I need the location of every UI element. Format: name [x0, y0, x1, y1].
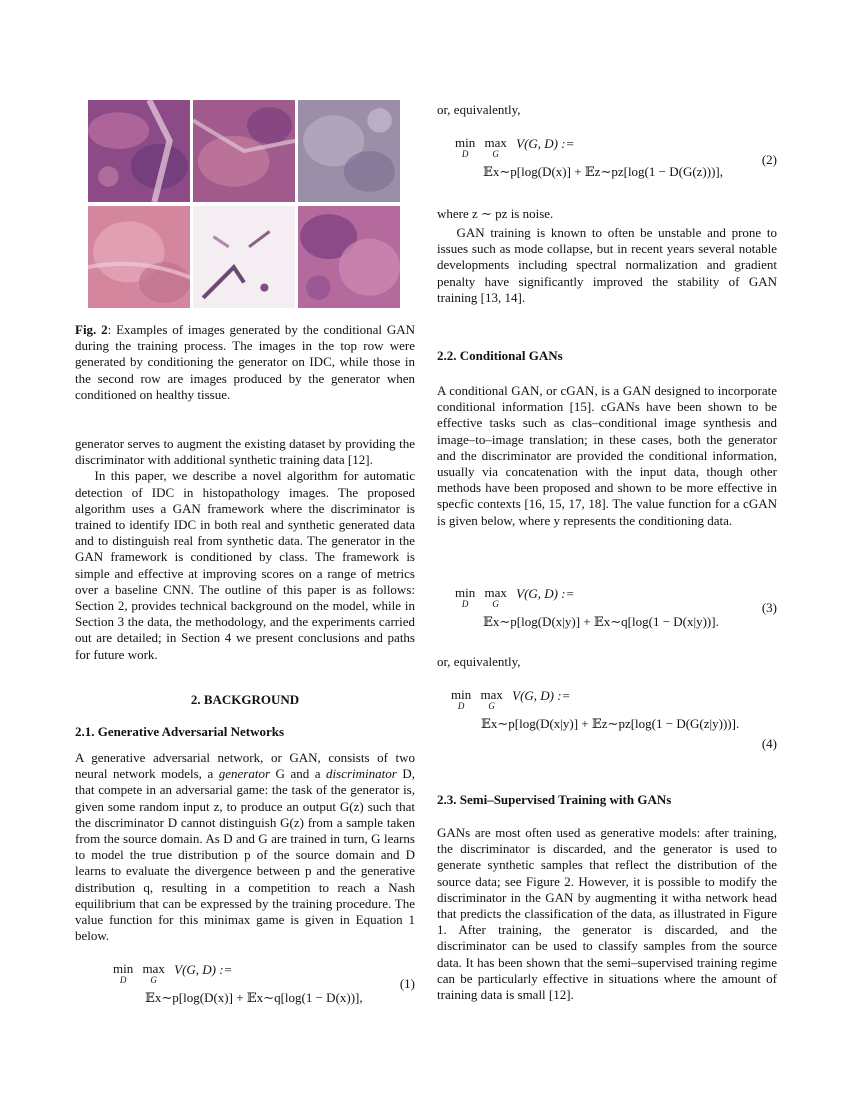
- figure-tile-healthy-2: [193, 206, 295, 308]
- figure-tile-idc-3: [298, 100, 400, 202]
- figure-caption: [75, 322, 415, 403]
- equation-2: min D max G V(G, D) := 𝔼x∼p[log(D(x)] + 𝔼z∼pz[log(1 − D(G(z)))], (2): [455, 135, 777, 179]
- or-equivalently-2: or, equivalently,: [437, 654, 521, 669]
- generator-term: generator: [218, 766, 271, 782]
- equation-1-rhs: 𝔼x∼p[log(D(x)] + 𝔼x∼q[log(1 − D(x))],: [145, 990, 363, 1005]
- equation-4: min D max G V(G, D) := 𝔼x∼p[log(D(x|y)] + 𝔼z∼pz[log(1 − D(G(z|y)))]. (4): [451, 687, 777, 751]
- or-equivalently-1: or, equivalently,: [437, 102, 521, 117]
- section-2-2-title: 2.2. Conditional GANs: [437, 348, 563, 363]
- gan-definition-paragraph: A generative adversarial network, or GAN, consists of two neural network models, a generator G and a discriminator D, that compete in an adversarial game: the task of the generator is, given some random input z, to produce an output G(z) such that the discriminator D cannot distinguish G(z) from a sample taken from the source domain. As D and G are trained in turn, G learns to model the true distribution p of the source domain and D learns to evaluate the divergence between p and the generative distribution q, resulting in a competition to reach a Nash equilibrium that can be expressed by the training procedure. The value function for this minimax game is given in Equation 1 below.: [75, 750, 416, 944]
- gan-training-paragraph: GAN training is known to often be unstable and prone to issues such as mode collapse, but in recent years several notable developments including spectral normalization and gradient penalty have significantly improved the stability of GAN training [13, 14].: [437, 225, 777, 305]
- noise-sentence: where z ∼ pz is noise.: [437, 206, 554, 221]
- figure-tile-healthy-3: [298, 206, 400, 308]
- intro-continuation: generator serves to augment the existing dataset by providing the discriminator with additional synthetic training data [12].: [75, 436, 415, 468]
- max-operator: max G: [142, 961, 165, 985]
- figure-caption-text: : Examples of images generated by the conditional GAN during the training process. The images in the top row were generated by conditioning the generator on IDC, while those in the second row are images produced by the generator when conditioned on healthy tissue.: [75, 322, 415, 402]
- equation-3-lhs: V(G, D) :=: [516, 586, 575, 601]
- semi-supervised-paragraph: GANs are most often used as generative models: after training, the discriminator is discarded, and the generator is used to generate synthetic samples that reflect the distribution of the source data; see Figure 2. However, it is possible to modify the discriminator in the GAN by augmenting it witha network head that predicts the classification of the data, as illustrated in Figure 1. After training, the generator is discarded, and the discriminator can be used to classify samples from the source data. It has been shown that the semi–supervised training regime can be particularly effective in situations where the amount of training data is small [12].: [437, 825, 777, 1003]
- cgan-paragraph: A conditional GAN, or cGAN, is a GAN designed to incorporate conditional information [15]. cGANs have been shown to be effective tasks such as clas–conditional image synthesis and image–to–image translation; in these cases, both the generator and the discriminator are provided the conditional information, usually via concatenation with the input data, though other methods have been proposed and shown to be more effective in specfic contexts [16, 15, 17, 18]. The value function for a cGAN is given below, where y represents the conditioning data.: [437, 383, 777, 528]
- figure-tile-idc-2: [193, 100, 295, 202]
- equation-1-number: (1): [399, 976, 415, 991]
- equation-2-number: (2): [761, 152, 777, 167]
- equation-1-lhs: V(G, D) :=: [174, 962, 233, 977]
- equation-4-number: (4): [761, 736, 777, 751]
- section-2-1-title: 2.1. Generative Adversarial Networks: [75, 724, 285, 739]
- equation-2-lhs: V(G, D) :=: [516, 136, 575, 151]
- section-2-title: 2. BACKGROUND: [190, 692, 300, 707]
- equation-1: [75, 962, 415, 1014]
- equation-4-lhs: V(G, D) :=: [512, 688, 571, 703]
- equation-3-rhs: 𝔼x∼p[log(D(x|y)] + 𝔼x∼q[log(1 − D(x|y))].: [483, 614, 719, 629]
- intro-outline-paragraph: In this paper, we describe a novel algorithm for automatic detection of IDC in histopathology images. The proposed algorithm uses a GAN framework where the discriminator is trained to identify IDC in both real and synthetic generated data and to distinguish real from synthetic data. The generator in the GAN framework is conditioned by class. The framework is simple and effective at improving scores on a range of metrics over a baseline CNN. The outline of this paper is as follows: Section 2, provides technical background on the model, while in Section 3 the data, the methodology, and the experiments carried out are detailed; in Section 4 we present conclusions and paths for future work.: [75, 468, 415, 662]
- discriminator-term: discriminator: [326, 766, 397, 782]
- equation-2-rhs: 𝔼x∼p[log(D(x)] + 𝔼z∼pz[log(1 − D(G(z)))],: [483, 164, 723, 179]
- equation-3: min D max G V(G, D) := 𝔼x∼p[log(D(x|y)] + 𝔼x∼q[log(1 − D(x|y))]. (3): [455, 585, 777, 629]
- figure-caption-label: Fig. 2: [75, 322, 108, 337]
- equation-4-rhs: 𝔼x∼p[log(D(x|y)] + 𝔼z∼pz[log(1 − D(G(z|y)))].: [481, 716, 740, 731]
- section-2-3-title: 2.3. Semi–Supervised Training with GANs: [437, 792, 672, 807]
- figure-tile-healthy-1: [88, 206, 190, 308]
- figure-2-grid: [88, 100, 400, 308]
- figure-tile-idc-1: [88, 100, 190, 202]
- left-column: [75, 436, 415, 663]
- min-operator: min D: [113, 961, 134, 985]
- equation-3-number: (3): [761, 600, 777, 615]
